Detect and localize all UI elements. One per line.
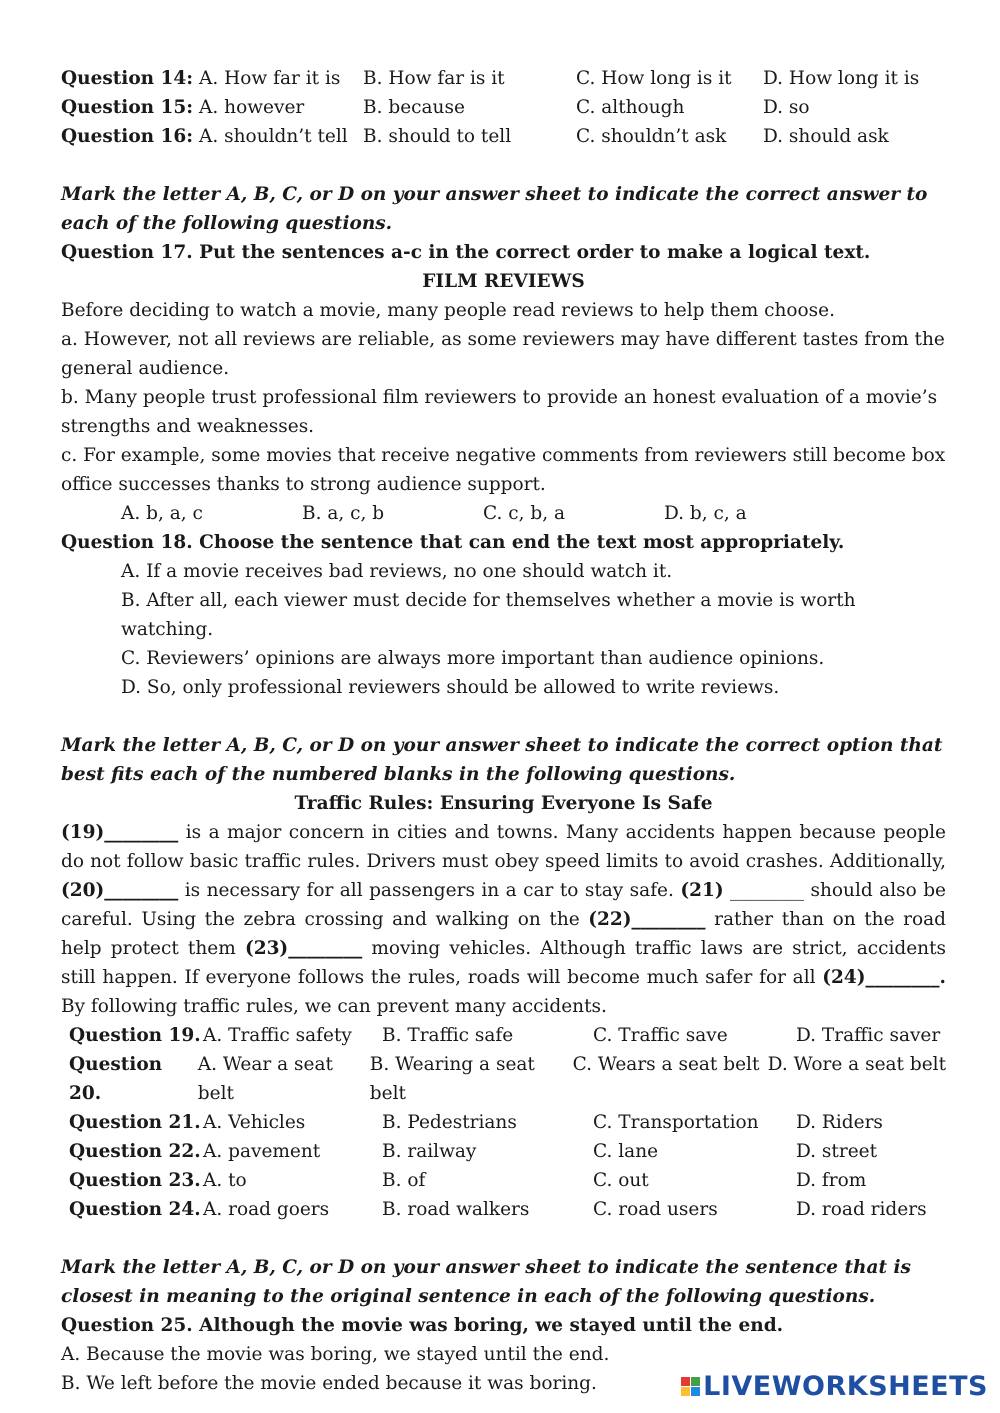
question-row xyxy=(61,122,946,151)
option-c[interactable]: C. although xyxy=(576,97,685,118)
question-row xyxy=(61,64,946,93)
option-a[interactable]: A. shouldn’t tell xyxy=(199,126,348,147)
option-a[interactable]: A. Because the movie was boring, we stayed until the end. xyxy=(61,1344,610,1365)
logo-grid-icon xyxy=(681,1377,700,1396)
option-d[interactable]: D. road riders xyxy=(796,1199,927,1220)
option-a[interactable]: A. to xyxy=(203,1170,247,1191)
sentence-b: b. Many people trust professional film reviewers to provide an honest evaluation of a movie’s strengths and weaknesses. xyxy=(61,387,938,437)
option-b[interactable]: B. should to tell xyxy=(363,126,512,147)
option-c[interactable]: C. How long is it xyxy=(576,68,732,89)
question-label: Question 24. xyxy=(69,1199,201,1220)
question-row xyxy=(69,1166,946,1195)
logo-square xyxy=(681,1377,690,1386)
option-b[interactable]: B. How far is it xyxy=(363,68,505,89)
question-label: Question 23. xyxy=(69,1170,201,1191)
option-d[interactable]: D. should ask xyxy=(763,126,889,147)
option-d[interactable]: D. b, c, a xyxy=(664,503,747,524)
passage-intro: Before deciding to watch a movie, many people read reviews to help them choose. xyxy=(61,300,835,321)
worksheet-page xyxy=(61,64,946,1398)
top-questions xyxy=(61,64,946,151)
option-d[interactable]: D. Riders xyxy=(796,1112,883,1133)
question-label: Question 21. xyxy=(69,1112,201,1133)
logo-square xyxy=(691,1377,700,1386)
question-18-title: Question 18. Choose the sentence that can end the text most appropriately. xyxy=(61,532,845,553)
option-b[interactable]: B. After all, each viewer must decide for themselves whether a movie is worth watching. xyxy=(121,590,856,640)
section-instruction: Mark the letter A, B, C, or D on your answer sheet to indicate the sentence that is closest in meaning to the original sentence in each of the following questions. xyxy=(61,1257,911,1307)
option-a[interactable]: A. Traffic safety xyxy=(203,1025,352,1046)
blank-23[interactable]: (23)________ xyxy=(244,938,363,959)
option-d[interactable]: D. Traffic saver xyxy=(796,1025,941,1046)
blank-19[interactable]: (19)________ xyxy=(61,822,179,843)
option-c[interactable]: C. road users xyxy=(593,1199,718,1220)
question-label: Question 22. xyxy=(69,1141,201,1162)
option-b[interactable]: B. Traffic safe xyxy=(382,1025,514,1046)
question-label: Question 19. xyxy=(69,1025,201,1046)
option-a[interactable]: A. How far it is xyxy=(199,68,341,89)
logo-square xyxy=(691,1387,700,1396)
option-a[interactable]: A. pavement xyxy=(203,1141,321,1162)
option-a[interactable]: A. Vehicles xyxy=(203,1112,306,1133)
blank-21[interactable]: (21) xyxy=(680,880,724,901)
question-row xyxy=(69,1021,946,1050)
section-instruction: Mark the letter A, B, C, or D on your answer sheet to indicate the correct option that best fits each of the numbered blanks in the following questions. xyxy=(61,735,943,785)
question-label: Question 20. xyxy=(69,1054,163,1104)
option-c[interactable]: C. lane xyxy=(593,1141,659,1162)
option-d[interactable]: D. street xyxy=(796,1141,878,1162)
option-a[interactable]: A. road goers xyxy=(203,1199,330,1220)
question-label: Question 16: xyxy=(61,126,194,147)
option-c[interactable]: C. c, b, a xyxy=(483,503,566,524)
passage-heading: FILM REVIEWS xyxy=(422,271,585,292)
question-17-title: Question 17. Put the sentences a-c in the correct order to make a logical text. xyxy=(61,242,871,263)
sentence-c: c. For example, some movies that receive negative comments from reviewers still become box office successes thanks to strong audience support. xyxy=(61,445,946,495)
question-row xyxy=(69,1195,946,1224)
cloze-passage: (19)________ is a major concern in cities and towns. Many accidents happen because people do not follow basic traffic rules. Drivers must obey speed limits to avoid crashes. Additionally, (20)________ is necessary for all passengers in a car to stay safe. (21) ________ should also be careful. Using the zebra crossing and walking on the (22)________ rather than on the road help protect them (23)________ moving vehicles. Although traffic laws are strict, accidents still happen. If everyone follows the rules, roads will become much safer for all (24)________. By following traffic rules, we can prevent many accidents. xyxy=(61,822,946,1017)
blank-20[interactable]: (20)________ xyxy=(61,880,179,901)
sentence-a: a. However, not all reviews are reliable, as some reviewers may have different tastes from the general audience. xyxy=(61,329,945,379)
option-a[interactable]: A. however xyxy=(199,97,305,118)
logo-text: LIVEWORKSHEETS xyxy=(703,1371,988,1402)
option-b[interactable]: B. Wearing a seat belt xyxy=(369,1054,535,1104)
question-row xyxy=(69,1108,946,1137)
option-b[interactable]: B. railway xyxy=(382,1141,477,1162)
option-a[interactable]: A. If a movie receives bad reviews, no one should watch it. xyxy=(121,561,673,582)
option-b[interactable]: B. of xyxy=(382,1170,426,1191)
option-d[interactable]: D. How long it is xyxy=(763,68,920,89)
option-d[interactable]: D. from xyxy=(796,1170,867,1191)
option-d[interactable]: D. Wore a seat belt xyxy=(767,1054,946,1075)
passage-heading: Traffic Rules: Ensuring Everyone Is Safe xyxy=(294,793,713,814)
option-c[interactable]: C. Reviewers’ opinions are always more important than audience opinions. xyxy=(121,648,825,669)
option-a[interactable]: A. Wear a seat belt xyxy=(197,1054,333,1104)
option-c[interactable]: C. shouldn’t ask xyxy=(576,126,727,147)
option-d[interactable]: D. So, only professional reviewers should be allowed to write reviews. xyxy=(121,677,780,698)
section-instruction: Mark the letter A, B, C, or D on your answer sheet to indicate the correct answer to each of the following questions. xyxy=(61,184,928,234)
question-25-title: Question 25. Although the movie was boring, we stayed until the end. xyxy=(61,1315,784,1336)
option-b[interactable]: B. We left before the movie ended because it was boring. xyxy=(61,1373,597,1394)
option-d[interactable]: D. so xyxy=(763,97,810,118)
questions-19-24-table xyxy=(61,1021,946,1224)
option-c[interactable]: C. Wears a seat belt xyxy=(572,1054,760,1075)
option-b[interactable]: B. Pedestrians xyxy=(382,1112,517,1133)
blank-22[interactable]: (22)________ xyxy=(588,909,706,930)
option-c[interactable]: C. Transportation xyxy=(593,1112,759,1133)
question-17-options xyxy=(61,499,946,528)
option-c[interactable]: C. Traffic save xyxy=(593,1025,728,1046)
option-b[interactable]: B. a, c, b xyxy=(302,503,385,524)
liveworksheets-logo[interactable] xyxy=(681,1372,988,1401)
question-row xyxy=(69,1050,946,1108)
option-c[interactable]: C. out xyxy=(593,1170,649,1191)
question-row xyxy=(61,93,946,122)
option-b[interactable]: B. road walkers xyxy=(382,1199,530,1220)
blank-24[interactable]: (24)________. xyxy=(822,967,946,988)
question-label: Question 15: xyxy=(61,97,194,118)
question-label: Question 14: xyxy=(61,68,194,89)
logo-square xyxy=(681,1387,690,1396)
question-row xyxy=(69,1137,946,1166)
option-b[interactable]: B. because xyxy=(363,97,465,118)
option-a[interactable]: A. b, a, c xyxy=(121,503,203,524)
